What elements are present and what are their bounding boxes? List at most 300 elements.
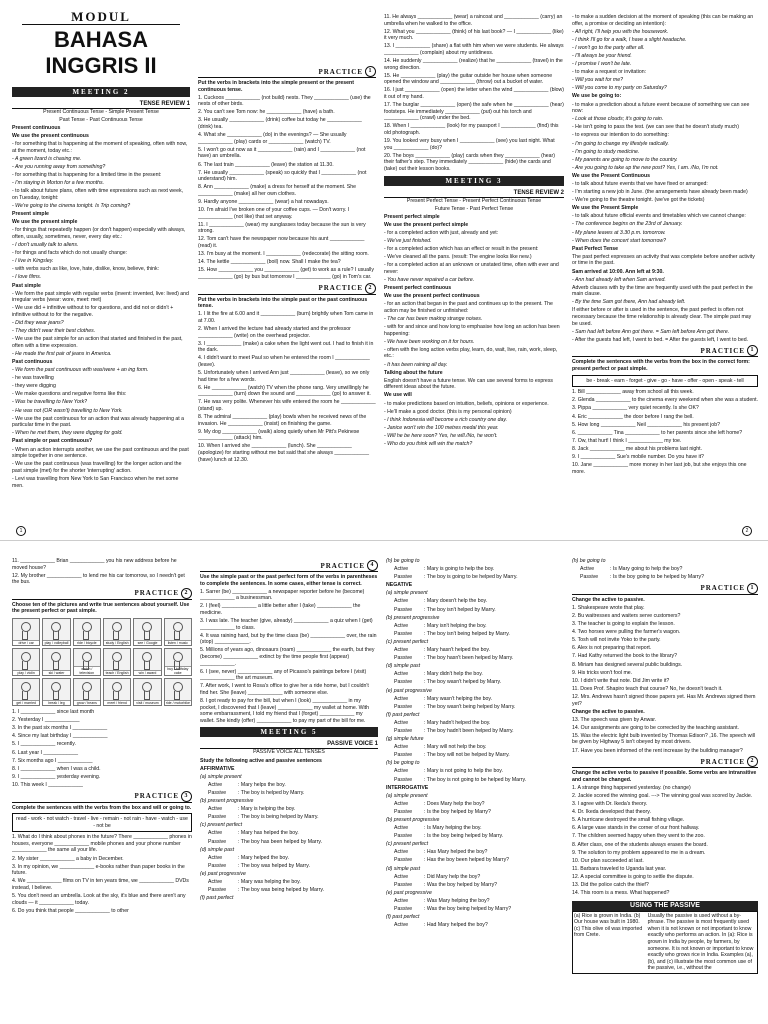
tense-label: (b) present progressive [200,798,254,805]
active-sentence [386,922,564,929]
note-line: - to talk about future official events and timetables which we cannot change: [572,213,746,220]
exercise-item: 10. Our plan succeeded at last. [572,857,644,864]
active-text: : Mary has helped the boy. [238,830,299,837]
exercise-item: 5. How long ____________ Neil ____________ his present job? [572,421,720,428]
active-text: : Mary hasn't helped the boy. [424,647,491,654]
active-text: : Mary wasn't helping the boy. [424,695,493,702]
note-line: We use be going to: [572,93,622,100]
tense-label: (f) past perfect [200,895,234,902]
active-sentence [200,782,378,789]
note-line: - We're going to the theatre tonight. (we've got the tickets) [572,197,705,204]
exercise-list [572,785,758,897]
note-line: - When an action interrupts another, we use the past continuous and the past simple together in one sentence. [12,446,189,460]
passive-sentence [386,777,564,784]
active-text: : Has Mary helped the boy? [424,849,488,856]
tense-review-1-subtitle: Past Tense - Past Continuous Tense [59,117,143,124]
exercise-item: 5. Millions of years ago, dinosaurs (roam) ____________ the earth, but they (become) ____________ extinct by the time people first (appear) ____________. [200,647,375,667]
practice-heading [12,588,192,600]
exercise-item: 7. He was very polite. Whenever his wife entered the room he ____________ (stand) up. [198,399,376,412]
active-sentence [386,801,564,808]
note-line: - He made the first pair of jeans in America. [12,350,112,357]
exercise-item: 4. Dr. Ikeda developed that theory. [572,809,651,816]
practice-heading [572,583,758,595]
active-sentence [200,879,378,886]
exercise-item: 9. His tricks won't fool me. [572,669,633,676]
passive-sentence [386,574,564,581]
note-line: - to make predictions based on intuition, beliefs, opinions or experience. [384,400,549,407]
picture-cell [164,648,192,676]
exercise-item: 10. This week I ____________ [12,781,83,788]
practice-instructions: Complete the sentences with the verbs from the box and will or going to. [12,804,192,811]
note-line: - I'm going to study medicine. [572,148,640,155]
exercise-item: 12. Tom can't have the newspaper now because his aunt ____________ (read) it. [198,236,365,250]
picture-cell [133,678,161,706]
exercise-item: 6. Last year I ____________ [12,749,79,756]
tense-label: (d) simple past [386,865,421,872]
exercise-item: 9. I ____________ yesterday evening. [12,773,101,780]
passive-text: : The boy has been helped by Marry. [238,838,323,845]
using-passive-title: USING THE PASSIVE [572,901,758,911]
exercise-item: 2. You can't see Tom now: he ____________ (have) a bath. [198,109,335,116]
exercise-item: 1. A strange thing happened yesterday. (no change) [572,784,691,791]
active-text: : Mary is going to help the boy. [424,566,495,573]
note-line: - for things that repeatedly happen (or don't happen) especially with always, often, usually, sometimes, never, every day etc.: [12,227,186,240]
active-label: Active [208,878,223,885]
tense-label: (e) past progressive [200,870,246,877]
active-sentence [386,849,564,856]
exercise-item: 4. It was raining hard, but by the time class (be) ____________ over, the rain (stop) ____________. [200,632,377,646]
word-box: be - break - earn - forget - give - go - have - offer - open - speak - tell [572,375,758,388]
note-line: - He isn't going to pass the test. (we can see that he doesn't study much) [572,124,739,131]
passive-label: Passive [394,906,413,913]
practice-label: PRACTICE [700,584,745,593]
exercise-item: 8. I ____________ when I was a child. [12,765,101,772]
note-line: - When does the concert start tomorrow? [572,237,666,244]
meeting-3-banner: MEETING 3 [384,176,564,186]
active-sentence [386,696,564,703]
tense-label: (a) simple present [200,773,242,780]
exercise-list [200,589,378,725]
exercise-item: 3. I ____________ (make) a cake when the light went out. I had to finish it in the dark. [198,340,374,354]
passive-text: : The boy isn't being helped by Marry. [424,630,510,637]
bottom-column-2 [200,558,378,1020]
picture-cell [103,678,131,706]
exercise-item: 12. What you ____________ (think) of his last book? — I ____________ (like) it very much. [384,28,564,42]
picture-cell [164,678,192,706]
active-label: Active [394,744,409,751]
tense-review-2-subtitle: Future Tense - Past Perfect Tense [434,205,514,212]
active-text: : Is Mary going to help the boy? [610,566,683,573]
exercise-list [12,558,192,586]
exercise-item: 3. I was late. The teacher (give, already) ____________ a quiz when I (get) ____________ to class. [200,618,373,631]
exercise-item: 4. Two horses were pulling the farmer's wagon. [572,629,681,636]
note-line: - All right, I'll help you with the housework. [572,28,669,35]
passive-text: : The boy was being helped by Marry. [238,887,325,894]
exercise-item: 9. The solution to my problem appeared to me in a dream. [572,849,706,856]
exercise-item: 4. Eric ____________ the door before I rang the bell. [572,413,694,420]
exercise-item: 2. Yesterday I ____________ [12,717,80,724]
passive-label: Passive [394,752,413,759]
tense-label: (f) past perfect [386,711,420,718]
picture-cell [42,678,70,706]
practice-instructions: Complete the sentences with the verbs from the box in the correct form: present perfect or past simple. [572,359,750,373]
passive-label: Passive [394,630,413,637]
active-label: Active [394,825,409,832]
picture-cell [73,648,101,676]
note-line: - for a completed action which has an effect or result in the present: [384,246,539,253]
exercise-item: 6. I (see, never) ____________ any of Picasso's paintings before I (visit) ____________ the art museum. [200,668,367,682]
passive-label: Passive [394,703,413,710]
practice-number: 2 [365,283,376,294]
passive-label: Passive [208,838,227,845]
grammar-notes [572,14,758,343]
note-line: - My plane leaves at 3.30 p.m. tomorrow. [572,229,666,236]
passive-sentence [386,728,564,735]
exercise-item: Change the active to passive. [572,708,645,715]
note-line: - I'm staying in Morton for a few months. [12,180,105,187]
exercise-item: 11. Barbara traveled to Uganda last year. [572,865,667,872]
picture-cell [164,618,192,646]
picture-cell [103,648,131,676]
note-line: - I promise I won't be late. [572,61,632,68]
practice-label: PRACTICE [700,757,745,766]
practice-label: PRACTICE [318,284,363,293]
exercise-list [12,834,192,914]
passive-text: : The boy wasn't being helped by Marry. [424,703,516,710]
exercise-item: 10. Jane ____________ more money in her last job, but she enjoys this one more. [572,462,747,475]
tense-review-1-title: TENSE REVIEW 1 [12,100,190,109]
note-line: - they were digging [12,383,56,390]
passive-label: Passive [394,655,413,662]
exercise-item: 7. He usually ____________ (speak) so quickly that I ____________ (not understand) him. [198,169,367,183]
passive-label: Passive [394,857,413,864]
exercise-item: 15. He ____________ (play) the guitar outside her house when someone opened the window and ____________ (throw) out a bucket of water. [384,72,553,86]
exercise-item: 7. Six months ago I ____________ [12,757,93,764]
exercise-item: 6. He ____________ (watch) TV when the phone rang. Very unwillingly he ____________ (turn) down the sound and ____________ (go) to answer it. [198,384,371,398]
note-line: - for something that is happening at the moment of speaking, often with now, at the moment, today etc.: [12,141,188,154]
tense-label: (b) present progressive [386,817,440,823]
note-line: - We're going to the cinema tonight. Is Trip coming? [12,203,131,210]
active-text: : Mary hadn't helped the boy. [424,719,491,726]
exercise-item: 3. In my opinion, we ____________ e-books rather than paper books in the future. [12,863,185,877]
exercise-item: 10. I'm afraid I've broken one of your coffee cups. — Don't worry. I ____________ (not like) that set anyway. [198,207,350,220]
affirmative-heading: AFFIRMATIVE [200,765,235,772]
active-sentence [200,806,378,813]
exercise-item: 6. Do you think that people ____________ to other [12,907,129,914]
passive-text: : The boy isn't helped by Marry. [424,606,496,613]
practice-instructions: Use the simple past or the past perfect form of the verbs in parentheses to complete the sentences. In some cases, either tense is correct. [200,574,378,587]
passive-text: : The boy is going to be helped by Marry. [424,574,518,581]
active-label: Active [394,849,409,856]
note-line: - They didn't wear their best clothes. [12,328,96,335]
picture-caption: win / award [134,670,160,675]
exercise-item: 9. I ____________ Sue's mobile number. Do you have it? [572,453,704,460]
passive-forms [386,590,564,783]
exercise-item: 2. Bu waitresses and waiters serve customers? [572,612,681,619]
picture-cell [12,678,40,706]
practice-heading [12,791,192,803]
picture-caption: listen / music [165,640,191,645]
exercise-item: 6. ____________ Tina ____________ to her parents since she left home? [572,429,743,436]
note-line: - Look at those clouds; it's going to rain. [572,116,664,123]
active-text: : Was Mary helping the boy? [424,897,490,904]
note-line: Past simple or past continuous? [12,438,93,445]
active-text: : Mary is not going to help the boy. [424,768,503,775]
note-line: Adverb clauses with by the time are frequently used with the past perfect in the main clause. [572,284,753,298]
active-text: : Did Mary help the boy? [424,873,481,880]
negative-heading: NEGATIVE [386,582,413,589]
exercise-item: 1. What do I think about phones in the future? There ____________ phones in houses, everyone ____________ mobile phones and your phone number ____________ the same all your life. [12,834,192,854]
exercise-item: 14. He suddenly ____________ (realize) that he ____________ (travel) in the wrong direction. [384,58,563,71]
picture-caption: break / leg [43,700,69,705]
exercise-item: 18. When I ____________ (look) for my passport I ____________ (find) this old photograph. [384,123,559,136]
passive-forms [200,774,378,902]
picture-cell [133,618,161,646]
picture-caption: ski / water [43,670,69,675]
exercise-item: 3. The teacher is going to explain the lesson. [572,621,675,628]
note-line: We use will [384,392,412,399]
grammar-notes [12,125,190,489]
active-label: Active [394,922,409,929]
exercise-item: 10. When I arrived she ____________ (lunch). She ____________ (apologize) for starting without me but said that she always ____________ (have) lunch at 12.30. [198,443,370,463]
passive-text: : The boy will not be helped by Marry. [424,752,510,759]
passive-label: Passive [394,833,413,840]
note-line: - to talk about future events that we have fixed or arranged: [572,180,708,187]
note-line: Present continuous [12,125,61,132]
passive-sentence [200,887,378,894]
note-line: - I love films. [12,274,42,281]
passive-label: Passive [394,776,413,783]
exercise-item: 13. Did the police catch the thief? [572,881,649,888]
passive-sentence [386,882,564,889]
exercise-item: 6. A large vase stands in the corner of our front hallway. [572,825,700,832]
exercise-item: 4. I didn't want to meet Paul so when he entered the room I ____________ (leave). [198,355,370,368]
exercise-item: 5. I won't go out now as it ____________ (rain) and I ____________ (not have) an umbrella. [198,146,366,160]
exercise-item: 1. Sarrer (be) ____________ a newspaper reporter before he (become) ____________ a businessman. [200,588,365,602]
exercise-item: 9. My dog ____________ (walk) along quietly when Mr Pitt's Pekinese ____________ (attack) him. [198,428,360,442]
note-line: - After the guests had left, I went to bed. = After the guests left, I went to bed. [572,336,749,343]
note-line: We use the present simple [12,219,78,226]
tense-review-2-subtitle: Present Perfect Tense - Present Perfect Continuous Tense [406,197,542,204]
picture-cell [103,618,131,646]
exercise-item: 5. Unfortunately when I arrived Ann just ____________ (leave), so we only had time for a few words. [198,369,370,383]
passive-label: Passive [208,887,227,894]
passive-label: Passive [394,574,413,581]
practice-number: 1 [747,583,758,594]
exercise-item: 13. I'm busy at the moment. I ____________ (redecorate) the sitting room. [198,251,369,258]
active-label: Active [394,897,409,904]
note-line: - We use the past continuous for an action that was already happening at a particular time in the past. [12,415,185,429]
interrogative-heading: INTERROGATIVE [386,784,429,791]
exercise-item: 1. Bill ____________ away from school all this week. [572,389,694,396]
tense-label: (d) simple past [386,663,421,670]
exercise-item: 8. I got ready to pay for the bill, but when I (look) ____________ in my pocket, I discovered that I (leave) ____________ my wallet at home. With some embarrassment, I told my friend that I (forget) ____________ my wallet. She kindly (offer) ____________ to pay my part of the bill for me. [200,698,369,724]
active-sentence [386,566,564,573]
active-text: : Mary doesn't help the boy. [424,598,488,605]
active-label: Active [580,566,595,573]
note-line: - We've just finished. [384,238,432,245]
active-sentence [386,825,564,832]
passive-text: : The boy hasn't been helped by Marry. [424,655,514,662]
exercise-list [572,389,758,475]
active-sentence [386,671,564,678]
note-line: - We use the past simple for an action that started and finished in the past, often with a time expression. [12,336,183,349]
active-text: : Does Mary help the boy? [424,800,485,807]
practice-number: 2 [181,588,192,599]
practice-label: PRACTICE [134,792,179,800]
practice-number: 1 [365,66,376,77]
active-label: Active [394,719,409,726]
word-box: read - work - not watch - travel - live - remain - not rain - have - watch - use - not be [12,813,192,832]
active-label: Active [394,873,409,880]
note-line: - Will he be here soon? Yes, he will./No, he won't. [384,432,498,439]
passive-text: : Is the boy going to be helped by Marry? [610,574,705,581]
exercise-item: 2. Jackie scored the winning goal. ---> The winning goal was scored by Jackie. [572,792,753,799]
exercise-item: 19. You looked very busy when I ____________ (see) you last night. What you ____________ (do)? [384,138,555,151]
tense-review-1-subtitle: Present Continuous Tense - Simple Present Tense [43,109,159,115]
exercise-list [12,709,192,788]
tense-label: (h) be going to [386,760,420,767]
note-line: - We've cleaned all the pans. (result: The engine looks like new.) [384,254,532,261]
practice-number: 2 [747,756,758,767]
exercise-item: 8. The admiral ____________ (play) bowls when he received news of the invasion. He ____________ (insist) on finishing the game. [198,414,367,427]
tense-label: (b) present progressive [386,614,440,621]
passive-sentence [572,574,758,581]
picture-cell [133,648,161,676]
picture-caption: teach / English [105,671,129,676]
exercise-item: 4. Since my last birthday I ____________ [12,733,108,740]
passive-voice-title: PASSIVE VOICE 1 [200,740,378,749]
note-line: - We use the past continuous (was travelling) for the longer action and the past simple (met) for the shorter 'interrupting' action. [12,461,182,474]
using-passive-table [572,911,758,974]
exercise-item: 20. The boys ____________ (play) cards when they ____________ (hear) their father's step. They immediately ____________ (hide) the cards and (take) out their lesson books. [384,152,555,172]
exercise-item: 16. I just ____________ (open) the letter when the wind ____________ (blow) it out of my hand. [384,87,564,101]
note-line: - I won't go to the party after all. [572,44,645,51]
picture-caption: buy / birthday cake [165,666,191,675]
exercise-item: 1. Cuckoos ____________ (not build) nests. They ____________ (use) the nests of other birds. [198,94,371,108]
active-label: Active [394,566,409,573]
picture-caption: visit / museum [136,701,159,706]
note-line: - I think I'll go for a walk, I have a slight headache. [572,36,687,43]
active-label: Active [394,768,409,775]
exercise-item: 17. The burglar ____________ (open) the safe when he ____________ (hear) footsteps. He immediately ____________ (put) out his torch and ____________ (crawl) under the bed. [384,102,564,122]
note-line: - often with the long action verbs play, learn, do, wait, live, rain, work, sleep, etc.: [384,346,558,360]
meeting-2-banner: MEETING 2 [12,87,190,97]
exercise-item: 11. ____________ Brian ____________ you his new address before he moved house? [12,558,177,571]
active-label: Active [394,598,409,605]
passive-text: : Is the boy helped by Marry? [424,808,491,815]
exercise-item: 3. He usually ____________ (drink) coffee but today he ____________ (drink) tea. [198,117,362,131]
active-text: : Mary will not help the boy. [424,744,487,751]
exercise-item: 11. He always ____________ (wear) a raincoat and ____________ (carry) an umbrella when he walked to the office. [384,14,563,27]
picture-caption: study / English [105,641,129,646]
note-line: - for an action that began in the past and continues up to the present. The action may be finished or unfinished: [384,301,553,314]
exercise-item: 10. I didn't write that note. Did Jim write it? [572,677,670,684]
exercise-item: 6. The last train ____________ (leave) the station at 11.30. [198,161,334,168]
exercise-item: 14. This room is a mess. What happened? [572,890,670,897]
practice-number: 1 [747,345,758,356]
passive-sentence [386,679,564,686]
note-line: - Sam had left before Ann got there. = Sam left before Ann got there. [572,328,730,335]
passive-label: Passive [208,789,227,796]
note-line: - The conference begins on the 23rd of January. [572,221,683,228]
note-line: - with for and since and how long to emphasise how long an action has been happening: [384,324,560,337]
practice-instructions: Put the verbs in brackets into the simple present or the present continuous tense. [198,80,354,93]
note-line: - Janice won't win the 100 metres medal this year. [384,424,499,431]
active-text: : Is Mary helping the boy. [424,825,482,832]
tense-label: (d) simple past [200,846,235,853]
exercise-item: 11. Does Prof. Shapiro teach that course? No, he doesn't teach it. [572,685,723,692]
note-line: Present perfect simple [384,213,440,220]
note-line: We use the present perfect continuous [384,293,480,300]
passive-text: : The boy hadn't been helped by Marry. [424,727,514,734]
note-line: Present perfect continuous [384,285,452,292]
note-line: We use the present perfect simple [384,221,469,228]
passive-sentence [200,839,378,846]
note-line: - I live in Kingsley. [12,258,54,265]
exercise-item: 11. I ____________ (wear) my sunglasses today because the sun is very strong. [198,221,366,235]
tense-label: (c) present perfect [200,822,243,829]
tense-label: (c) present perfect [386,841,429,848]
note-line: - to make a prediction about a future event because of something we can see now: [572,101,750,115]
tense-label: (e) past progressive [386,687,432,694]
picture-cell [73,678,101,706]
note-line: - Who do you think will win the match? [384,440,473,447]
active-sentence [386,874,564,881]
passive-label: Passive [208,814,227,821]
exercise-item: 6. Alex is not preparing that report. [572,645,652,652]
active-sentence [200,830,378,837]
active-label: Active [394,800,409,807]
active-sentence [200,855,378,862]
note-line: Past continuous [12,359,53,365]
note-line: - It has been raining all day. [384,361,448,368]
using-passive-examples: (a) Rice is grown in India. (b) Our house was built in 1980. (c) This olive oil was imported from Crete. [574,912,643,939]
exercise-item: 5. A hurricane destroyed the small fishing village. [572,817,685,824]
active-label: Active [394,671,409,678]
passive-forms [386,793,564,929]
exercise-item: 8. Jack ____________ me about his problems last night. [572,445,703,452]
passive-label: Passive [394,808,413,815]
module-label: MODUL [22,10,180,25]
tense-label: (h) be going to [572,558,606,564]
passive-label: Passive [394,679,413,686]
picture-caption: ride / bicycle [74,640,100,645]
page-number: 1 [16,526,26,536]
practice-heading [198,283,376,295]
exercise-item: 14. The kettle ____________ (boil) now. Shall I make the tea? [198,259,341,266]
passive-text: : The boy is helped by Marry. [238,789,305,796]
exercise-item: 2. When I arrived the lecture had already started and the professor ____________ (write) on the overhead projector. [198,325,351,339]
practice-heading [572,756,758,768]
note-line: - We have been working on it for hours. [384,338,475,345]
note-line: The past perfect expresses an activity that was complete before another activity or time in the past. [572,253,755,267]
passive-sentence [200,814,378,821]
tense-label: (f) past perfect [386,914,420,921]
exercise-item: 13. I ____________ (share) a flat with him when we were students. He always ____________ (complain) about my untidiness. [384,43,564,56]
note-line: Talking about the future [384,369,443,376]
picture-caption: play / violin [13,670,39,675]
exercise-item: 15. How ____________ you ____________ (get) to work as a rule? I usually ____________ (go) by bus but tomorrow I ____________ (go) in Tom's car. [198,267,374,280]
picture-grid [12,618,192,706]
active-text: : Mary helps the boy. [238,781,286,788]
exercise-item: 7. After work, I went to Rosa's office to give her a ride home, but I couldn't find her. She (leave) ____________ with someone else. [200,683,369,696]
picture-caption: drive / car [13,640,39,645]
exercise-item: 5. Tosh will not invite Yoko to the party. [572,637,661,644]
top-column-4 [572,14,758,530]
exercise-list [384,14,564,173]
exercise-item: 3. Pippa ____________ very quiet recently. Is she OK? [572,405,699,412]
